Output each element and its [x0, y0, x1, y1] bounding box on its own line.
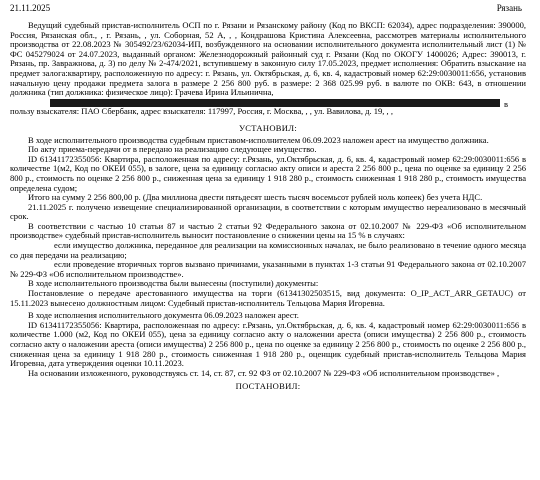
document-city: Рязань [496, 3, 522, 13]
established-paragraph: По акту приема-передачи от в передано на реализацию следующее имущество. [28, 144, 317, 155]
established-paragraph: если имущество должника, переданное для реализации на комиссионных началах, не было реализовано в течение одного месяца со дня передачи на реализацию; [10, 240, 526, 260]
redaction-bar [50, 99, 500, 107]
established-paragraph: В ходе исполнительного производства судебным приставом-исполнителем 06.09.2023 наложен арест на имущество должника. [28, 134, 489, 145]
section-title-resolved: ПОСТАНОВИЛ: [235, 381, 301, 392]
document-header [10, 2, 530, 14]
recipient-paragraph: пользу взыскателя: ПАО Сбербанк, адрес взыскателя: 117997, Россия, г. Москва, , , ул. Вавилова, д. 19, , , [10, 106, 393, 117]
document-date: 21.11.2025 [10, 3, 51, 13]
intro-paragraph: Ведущий судебный пристав-исполнитель ОСП по г. Рязани и Рязанскому району (Код по ВКСП: 62034), адрес подразделения: 390000, Россия, Рязанская обл., , г. Рязань, , ул. Соборная, 52 А, , , Кондрашова Кристина Алексеевна, рассмотрев материалы исполнительного производства от 22.08.2023 № 305492/23/62034-ИП, возбужденного на основании исполнительного документа исполнительный лист (1) № ФС 045279024 от 24.07.2023, выданный органом: Железнодорожный районный суд г. Рязани (Код по ОКОГУ 1400026; Адрес: 390013, г. Рязань, пр. Завражнова, д. 3) по делу № 2-474/2021, вступившему в законную силу 17.05.2023, предмет исполнения: Обратить взыскание на предмет залога:квартиру, расположенную по адресу: г. Рязань, ул. Октябрьская, д. 6, кв. 4, кадастровый номер 62:29:0030011:656, установив начальную цену продажи предмета залога в размере 2 256 800 руб. в размере: 2 368 025.99 руб. в валюте по ОКВ: 643, в отношении должника (тип должника: физическое лицо): Грачева Ирина Ильинична, [10, 20, 526, 98]
section-title-established: УСТАНОВИЛ: [238, 122, 298, 133]
established-paragraph: ID 61341172355056: Квартира, расположенная по адресу: г.Рязань, ул.Октябрьская, д. 6, кв. 4, кадастровый номер 62:29:0030011:656 в количестве 1(м2, Код по ОКЕИ 055), в залоге, цена за единицу согласно акту описи и ареста 2 256 800 р., цена по оценке за единицу 2 256 800 р., стоимость по оценке 2 256 800 р., сниженная цена за единицу 1 918 280 р., стоимость сниженная 1 918 280 р., стоимость имущества определена судом; [10, 153, 526, 193]
document-body [10, 21, 526, 394]
redacted-line [10, 98, 526, 108]
established-paragraph: Итого на сумму 2 256 800,00 р. (Два миллиона двести пятьдесят шесть тысяч восемьсот рублей ноль копеек) без учета НДС. [28, 192, 483, 203]
established-paragraph: На основании изложенного, руководствуясь ст. 14, ст. 87, ст. 92 ФЗ от 02.10.2007 № 229-ФЗ «Об исполнительном производстве» , [28, 367, 500, 378]
established-paragraph: 21.11.2025 г. получено извещение специализированной организации, в соответствии с которым имущество нереализовано в месячный срок. [10, 201, 526, 222]
established-paragraph: если проведение вторичных торгов вызвано причинами, указанными в пунктах 1-3 статьи 91 Федерального закона от 02.10.2007 № 229-ФЗ «Об исполнительном производстве». [10, 259, 526, 279]
established-paragraph: В ходе исполнительного производства были вынесены (поступили) документы: [28, 278, 319, 289]
established-paragraph: В соответствии с частью 10 статьи 87 и частью 2 статьи 92 Федерального закона от 02.10.2007 № 229-ФЗ «Об исполнительном производстве» судебный пристав-исполнитель выносит постановление о снижении цены на 15 % в случаях: [10, 220, 526, 241]
established-paragraph: В ходе исполнения исполнительного документа 06.09.2023 наложен арест. [28, 310, 299, 321]
established-paragraph: Постановление о передаче арестованного имущества на торги (61341302503515, вид документа: O_IP_ACT_ARR_GETAUC) от 15.11.2023 вынесено должностным лицом: Судебный пристав-исполнитель Тельцова Мария Игоревна. [10, 288, 526, 308]
established-paragraph: ID 61341172355056: Квартира, расположенная по адресу: г.Рязань, ул.Октябрьская, д. 6, кв. 4, кадастровый номер 62:29:0030011:656 в количестве 1.000 (м2, Код по ОКЕИ 055), цена за единицу согласно акту о наложении ареста (описи имущества) 2 256 800 р., стоимость согласно акту о наложении ареста (описи имущества) 2 256 800 р., цена по оценке за единицу 2 256 800 р., стоимость по оценке 2 256 800 р., сниженная цена за единицу 1 918 280 р., стоимость сниженная 1 918 280 р., оценщик судебный пристав-исполнитель Тельцова Мария Игоревна, дата утверждения оценки 10.11.2023. [10, 319, 526, 369]
redaction-tail-text: в [503, 98, 508, 109]
